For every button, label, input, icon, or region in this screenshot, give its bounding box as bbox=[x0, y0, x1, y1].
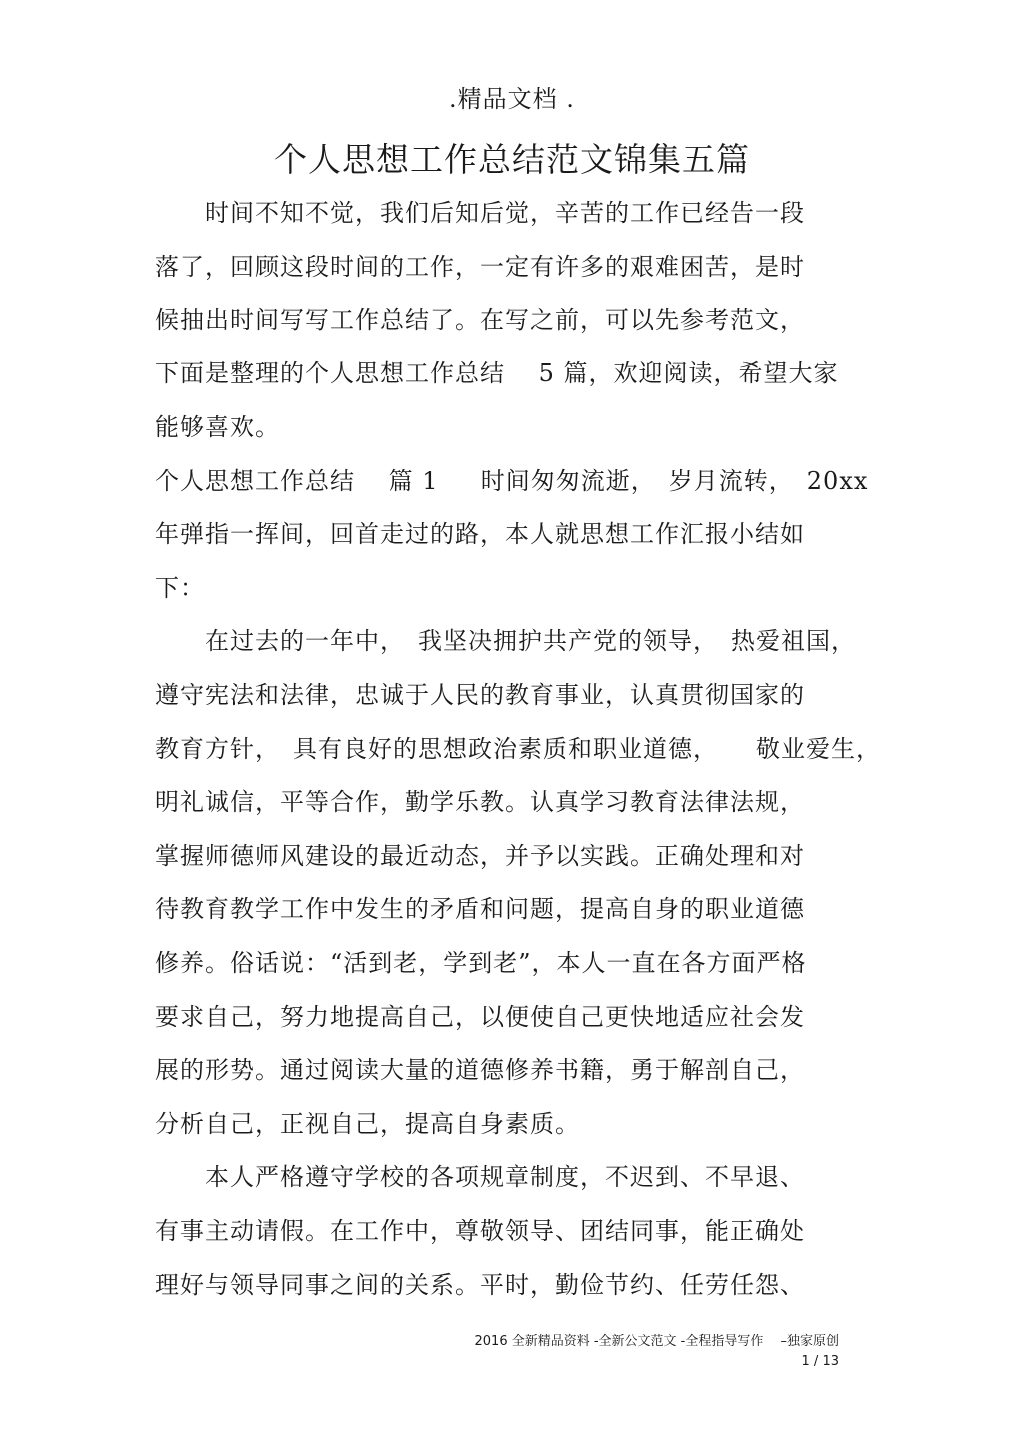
body-line: 候抽出时间写写工作总结了。在写之前，可以先参考范文， bbox=[155, 306, 805, 334]
body-line: 掌握师德师风建设的最近动态，并予以实践。正确处理和对 bbox=[155, 842, 805, 870]
page-number: 1 / 13 bbox=[801, 1354, 839, 1369]
body-line: 修养。俗话说：“活到老，学到老”，本人一直在各方面严格 bbox=[155, 949, 807, 977]
body-line: 待教育教学工作中发生的矛盾和问题，提高自身的职业道德 bbox=[155, 895, 805, 923]
page-header: .精品文档 . bbox=[449, 85, 575, 113]
document-title: 个人思想工作总结范文锦集五篇 bbox=[274, 140, 750, 179]
page-footer: 2016 全新精品资料 -全新公文范文 -全程指导写作 –独家原创 bbox=[474, 1334, 839, 1349]
body-line: 下： bbox=[155, 574, 205, 602]
body-line: 分析自己，正视自己，提高自身素质。 bbox=[155, 1110, 580, 1138]
body-line: 年弹指一挥间，回首走过的路，本人就思想工作汇报小结如 bbox=[155, 520, 805, 548]
body-line: 落了，回顾这段时间的工作，一定有许多的艰难困苦，是时 bbox=[155, 253, 805, 281]
body-line: 本人严格遵守学校的各项规章制度，不迟到、不早退、 bbox=[155, 1163, 805, 1191]
body-line: 要求自己，努力地提高自己，以便使自己更快地适应社会发 bbox=[155, 1003, 805, 1031]
body-line: 展的形势。通过阅读大量的道德修养书籍，勇于解剖自己， bbox=[155, 1056, 805, 1084]
body-line: 下面是整理的个人思想工作总结 5 篇，欢迎阅读，希望大家 bbox=[155, 359, 839, 387]
body-line: 理好与领导同事之间的关系。平时，勤俭节约、任劳任怨、 bbox=[155, 1271, 805, 1299]
body-line: 时间不知不觉，我们后知后觉，辛苦的工作已经告一段 bbox=[155, 199, 805, 227]
body-line: 教育方针， 具有良好的思想政治素质和职业道德， 敬业爱生， bbox=[155, 735, 881, 763]
body-line: 遵守宪法和法律，忠诚于人民的教育事业，认真贯彻国家的 bbox=[155, 681, 805, 709]
body-line: 能够喜欢。 bbox=[155, 413, 280, 441]
body-line: 个人思想工作总结 篇 1 时间匆匆流逝， 岁月流转， 20xx bbox=[155, 467, 869, 495]
body-line: 在过去的一年中， 我坚决拥护共产党的领导， 热爱祖国， bbox=[155, 627, 856, 655]
body-line: 明礼诚信，平等合作，勤学乐教。认真学习教育法律法规， bbox=[155, 788, 805, 816]
body-line: 有事主动请假。在工作中，尊敬领导、团结同事，能正确处 bbox=[155, 1217, 805, 1245]
